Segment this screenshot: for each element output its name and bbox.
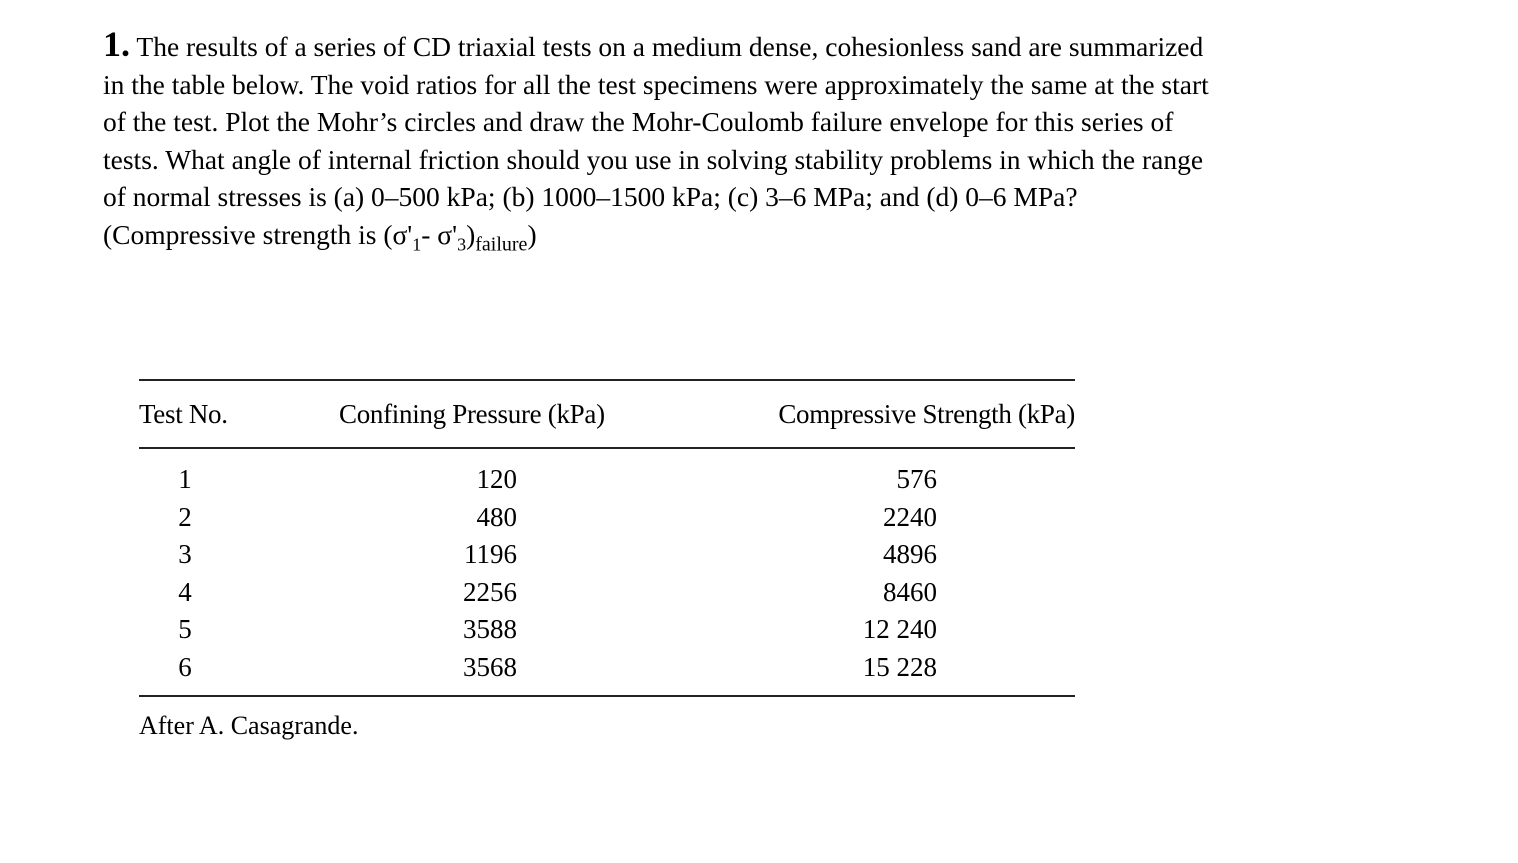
cell-compressive: 12 240 xyxy=(862,614,937,645)
problem-note: (Compressive strength is ($\sigma'_1-$ $\sigma'_3)_{failure}$) xyxy=(103,218,537,255)
cell-confining: 2256 xyxy=(463,576,517,607)
table-bottom-rule xyxy=(139,695,1075,697)
column-confining-pressure xyxy=(231,461,517,687)
results-table xyxy=(139,379,1075,741)
cell-confining: 3588 xyxy=(463,614,517,645)
cell-confining: 480 xyxy=(476,501,517,532)
cell-compressive: 2240 xyxy=(883,501,937,532)
table-header-row xyxy=(139,381,1075,447)
cell-compressive: 15 228 xyxy=(862,651,937,682)
header-compressive-strength: Compressive Strength (kPa) xyxy=(778,398,1075,429)
column-test-no xyxy=(139,461,231,687)
cell-test: 1 xyxy=(178,464,192,494)
problem-line-5: of normal stresses is (a) 0–500 kPa; (b) 1000–1500 kPa; (c) 3–6 MPa; and (d) 0–6 MPa? xyxy=(103,181,1078,212)
table-caption: After A. Casagrande. xyxy=(139,710,359,740)
cell-compressive: 576 xyxy=(896,464,937,494)
cell-test: 3 xyxy=(178,539,192,570)
table-body xyxy=(139,449,1075,695)
header-test-no: Test No. xyxy=(139,398,228,429)
problem-line-1: 1. The results of a series of CD triaxial tests on a medium dense, cohesionless sand are summarized xyxy=(103,24,1204,64)
cell-test: 4 xyxy=(178,576,192,607)
problem-line-2: in the table below. The void ratios for all the test specimens were approximately the same at the start xyxy=(103,68,1209,100)
problem-line-3: of the test. Plot the Mohr’s circles and draw the Mohr-Coulomb failure envelope for this series of xyxy=(103,106,1174,137)
problem-statement xyxy=(103,24,1408,264)
cell-confining: 3568 xyxy=(463,651,517,682)
header-confining-pressure: Confining Pressure (kPa) xyxy=(339,398,605,429)
problem-line-4: tests. What angle of internal friction should you use in solving stability problems in which the range xyxy=(103,143,1204,175)
cell-confining: 120 xyxy=(476,464,517,494)
cell-confining: 1196 xyxy=(464,539,517,570)
cell-compressive: 4896 xyxy=(883,539,937,570)
column-compressive-strength xyxy=(517,461,937,687)
cell-test: 2 xyxy=(178,501,192,532)
cell-test: 5 xyxy=(178,614,192,645)
problem-number: 1. xyxy=(103,24,130,64)
cell-test: 6 xyxy=(178,651,192,682)
cell-compressive: 8460 xyxy=(883,576,937,607)
